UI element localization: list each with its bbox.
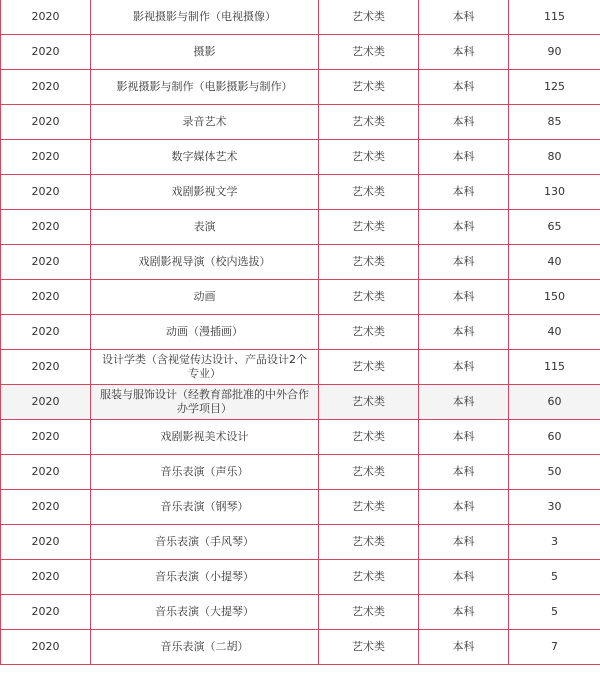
year-cell: 2020 [1,490,91,525]
category-cell: 艺术类 [319,105,419,140]
count-cell: 115 [509,0,600,35]
table-row [1,595,600,630]
count-cell: 60 [509,385,600,420]
year-cell: 2020 [1,175,91,210]
major-cell: 动画 [91,280,319,315]
level-cell: 本科 [419,140,509,175]
year-cell: 2020 [1,525,91,560]
year-cell: 2020 [1,630,91,665]
count-cell: 65 [509,210,600,245]
major-cell: 摄影 [91,35,319,70]
year-cell: 2020 [1,35,91,70]
table-row [1,385,600,420]
table-row [1,0,600,35]
major-cell: 音乐表演（声乐） [91,455,319,490]
level-cell: 本科 [419,490,509,525]
category-cell: 艺术类 [319,280,419,315]
count-cell: 7 [509,630,600,665]
level-cell: 本科 [419,385,509,420]
major-cell: 音乐表演（二胡） [91,630,319,665]
count-cell: 3 [509,525,600,560]
major-cell: 影视摄影与制作（电视摄像） [91,0,319,35]
year-cell: 2020 [1,210,91,245]
table-row [1,525,600,560]
category-cell: 艺术类 [319,245,419,280]
major-cell: 设计学类（含视觉传达设计、产品设计2个专业） [91,350,319,385]
table-row [1,105,600,140]
year-cell: 2020 [1,560,91,595]
category-cell: 艺术类 [319,595,419,630]
year-cell: 2020 [1,140,91,175]
table-row [1,630,600,665]
level-cell: 本科 [419,280,509,315]
count-cell: 5 [509,560,600,595]
major-cell: 服装与服饰设计（经教育部批准的中外合作办学项目） [91,385,319,420]
year-cell: 2020 [1,595,91,630]
table-row [1,140,600,175]
table-row [1,560,600,595]
count-cell: 115 [509,350,600,385]
level-cell: 本科 [419,525,509,560]
table-row [1,210,600,245]
major-cell: 音乐表演（钢琴） [91,490,319,525]
count-cell: 125 [509,70,600,105]
category-cell: 艺术类 [319,490,419,525]
category-cell: 艺术类 [319,420,419,455]
level-cell: 本科 [419,0,509,35]
major-cell: 动画（漫插画） [91,315,319,350]
year-cell: 2020 [1,315,91,350]
level-cell: 本科 [419,315,509,350]
category-cell: 艺术类 [319,0,419,35]
count-cell: 5 [509,595,600,630]
category-cell: 艺术类 [319,35,419,70]
table-row [1,245,600,280]
table-row [1,35,600,70]
category-cell: 艺术类 [319,210,419,245]
count-cell: 30 [509,490,600,525]
major-cell: 戏剧影视文学 [91,175,319,210]
year-cell: 2020 [1,280,91,315]
table-body [1,0,600,665]
table-row [1,490,600,525]
category-cell: 艺术类 [319,455,419,490]
year-cell: 2020 [1,105,91,140]
level-cell: 本科 [419,70,509,105]
level-cell: 本科 [419,105,509,140]
count-cell: 130 [509,175,600,210]
count-cell: 80 [509,140,600,175]
major-cell: 音乐表演（大提琴） [91,595,319,630]
category-cell: 艺术类 [319,525,419,560]
major-cell: 音乐表演（小提琴） [91,560,319,595]
table-row [1,350,600,385]
level-cell: 本科 [419,350,509,385]
category-cell: 艺术类 [319,175,419,210]
category-cell: 艺术类 [319,560,419,595]
major-cell: 影视摄影与制作（电影摄影与制作） [91,70,319,105]
year-cell: 2020 [1,0,91,35]
level-cell: 本科 [419,560,509,595]
count-cell: 60 [509,420,600,455]
table-row [1,455,600,490]
count-cell: 50 [509,455,600,490]
major-cell: 表演 [91,210,319,245]
count-cell: 90 [509,35,600,70]
level-cell: 本科 [419,175,509,210]
major-cell: 戏剧影视美术设计 [91,420,319,455]
count-cell: 40 [509,315,600,350]
major-cell: 戏剧影视导演（校内选拔） [91,245,319,280]
table-row [1,280,600,315]
level-cell: 本科 [419,420,509,455]
level-cell: 本科 [419,630,509,665]
level-cell: 本科 [419,455,509,490]
year-cell: 2020 [1,420,91,455]
table-row [1,420,600,455]
year-cell: 2020 [1,385,91,420]
major-cell: 音乐表演（手风琴） [91,525,319,560]
year-cell: 2020 [1,350,91,385]
count-cell: 150 [509,280,600,315]
year-cell: 2020 [1,455,91,490]
year-cell: 2020 [1,245,91,280]
category-cell: 艺术类 [319,70,419,105]
major-cell: 录音艺术 [91,105,319,140]
category-cell: 艺术类 [319,385,419,420]
count-cell: 40 [509,245,600,280]
category-cell: 艺术类 [319,140,419,175]
year-cell: 2020 [1,70,91,105]
major-cell: 数字媒体艺术 [91,140,319,175]
category-cell: 艺术类 [319,315,419,350]
category-cell: 艺术类 [319,630,419,665]
category-cell: 艺术类 [319,350,419,385]
level-cell: 本科 [419,35,509,70]
level-cell: 本科 [419,595,509,630]
table-row [1,315,600,350]
count-cell: 85 [509,105,600,140]
level-cell: 本科 [419,245,509,280]
table-row [1,70,600,105]
table-row [1,175,600,210]
level-cell: 本科 [419,210,509,245]
